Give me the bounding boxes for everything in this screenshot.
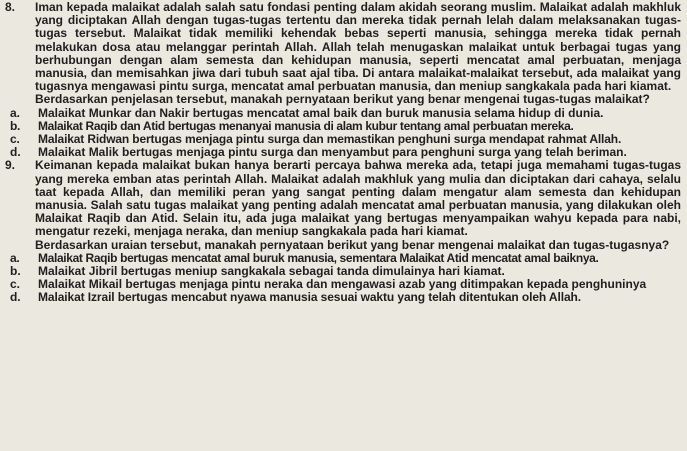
question-number: 8.: [5, 0, 16, 14]
question-passage: Iman kepada malaikat adalah salah satu fondasi penting dalam akidah seorang muslim. Malaikat adalah makhluk yang diciptakan Allah dengan tugas-tugas tertentu dan mereka tidak pernah lelah dalam melaksanakan tugas-tugas tersebut. Malaikat tidak memiliki kehendak bebas seperti manusia, sehingga mereka tidak pernah melakukan dosa atau melanggar perintah Allah. Allah telah menugaskan malaikat untuk berbagai tugas yang berhubungan dengan alam semesta dan kehidupan manusia, seperti mencatat amal perbuatan, menjaga manusia, dan memisahkan jiwa dari tubuh saat ajal tiba. Di antara malaikat-malaikat tersebut, ada malaikat yang tugasnya mengawasi pintu surga, mencatat amal perbuatan manusia, dan meniup sangkakala pada hari kiamat.: [35, 0, 681, 94]
answer-options: [10, 105, 681, 160]
option-text: Malaikat Jibril bertugas meniup sangkakala sebagai tanda dimulainya hari kiamat.: [38, 264, 505, 279]
answer-options: [10, 250, 681, 305]
question-passage: Keimanan kepada malaikat bukan hanya berarti percaya bahwa mereka ada, tetapi juga memahami tugas-tugas yang mereka emban atas perintah Allah. Malaikat adalah makhluk yang mulia dan diciptakan dari cahaya, selalu taat kepada Allah, dan memiliki peran yang sangat penting dalam mengatur alam semesta dan kehidupan manusia. Salah satu tugas malaikat yang penting adalah mencatat amal perbuatan manusia, yang dilakukan oleh Malaikat Raqib dan Atid. Selain itu, ada juga malaikat yang bertugas menyampaikan wahyu kepada para nabi, mengatur rezeki, menjaga neraka, dan meniup sangkakala pada hari kiamat.: [35, 158, 681, 239]
question-8: [5, 1, 681, 159]
option-text: Malaikat Izrail bertugas mencabut nyawa manusia sesuai waktu yang telah ditentukan oleh Allah.: [38, 290, 581, 305]
option-text: Malaikat Raqib dan Atid bertugas menanyai manusia di alam kubur tentang amal perbuatan mereka.: [38, 118, 574, 133]
question-number: 9.: [5, 158, 16, 173]
question-sheet: [0, 1, 687, 451]
answer-option-d[interactable]: [10, 290, 681, 305]
question-body: [10, 0, 681, 160]
option-text: Malaikat Ridwan bertugas menjaga pintu surga dan memastikan penghuni surga mendapat rahmat Allah.: [38, 132, 622, 147]
option-letter: b.: [10, 264, 21, 279]
option-text: Malaikat Munkar dan Nakir bertugas mencatat amal baik dan buruk manusia selama hidup di dunia.: [38, 105, 604, 120]
question-prompt: Berdasarkan uraian tersebut, manakah pernyataan berikut yang benar mengenai malaikat dan tugas-tugasnya?: [35, 237, 670, 252]
option-text: Malaikat Raqib bertugas mencatat amal buruk manusia, sementara Malaikat Atid mencatat amal baiknya.: [38, 250, 599, 265]
option-letter: d.: [10, 290, 21, 305]
option-text: Malaikat Malik bertugas menjaga pintu surga dan menyambut para penghuni surga yang telah beriman.: [38, 145, 627, 160]
answer-option-a[interactable]: [10, 105, 681, 120]
option-letter: a.: [10, 105, 21, 120]
option-letter: a.: [10, 250, 20, 265]
option-letter: b.: [10, 118, 20, 133]
question-body: [10, 158, 681, 305]
question-9: [5, 159, 681, 304]
option-letter: c.: [10, 277, 21, 292]
option-letter: d.: [10, 145, 21, 160]
option-text: Malaikat Mikail bertugas menjaga pintu neraka dan mengawasi azab yang ditimpakan kepada penghuninya: [38, 277, 647, 292]
question-prompt: Berdasarkan penjelasan tersebut, manakah pernyataan berikut yang benar mengenai tugas-tugas malaikat?: [35, 92, 650, 107]
option-letter: c.: [10, 132, 20, 147]
